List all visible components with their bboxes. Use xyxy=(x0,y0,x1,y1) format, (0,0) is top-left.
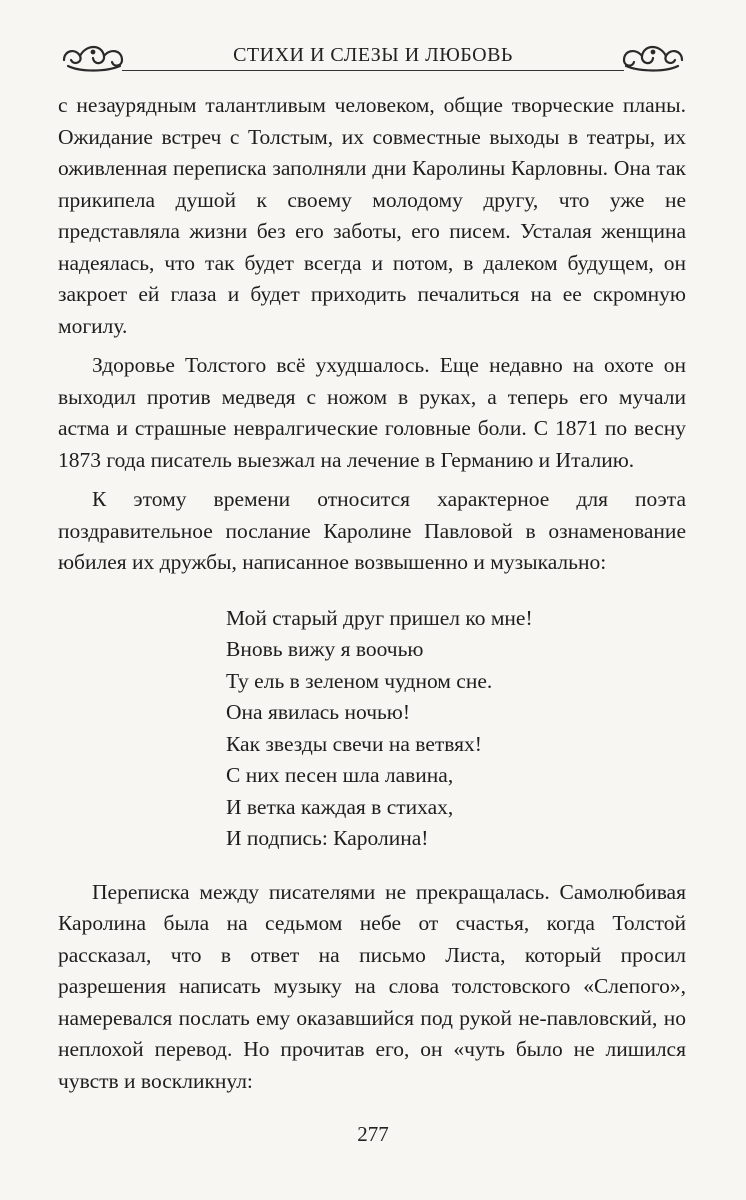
running-header xyxy=(58,38,688,80)
paragraph: Переписка между писателями не прекращалась. Самолюбивая Каролина была на седьмом небе от счастья, когда Толстой рассказал, что в ответ на письмо Листа, который просил разрешения написать музыку на слова толстовского «Слепого», намеревался послать ему оказавшийся под рукой не-павловский, но неплохой перевод. Но прочитав его, он «чуть было не лишился чувств и воскликнул: xyxy=(58,879,686,1093)
poem-line: Ту ель в зеленом чудном сне. xyxy=(226,668,493,693)
header-rule xyxy=(122,70,624,71)
poem-line: И ветка каждая в стихах, xyxy=(226,794,454,819)
poem xyxy=(226,603,686,855)
paragraph: Здоровье Толстого всё ухудшалось. Еще недавно на охоте он выходил против медведя с ножом в руках, а теперь его мучали астма и страшные невралгические головные боли. С 1871 по весну 1873 года писатель выезжал на лечение в Германию и Италию. xyxy=(58,353,686,472)
poem-line: Вновь вижу я воочью xyxy=(226,637,424,661)
poem-line: Мой старый друг пришел ко мне! xyxy=(226,605,533,630)
paragraph: с незаурядным талантливым человеком, общие творческие планы. Ожидание встреч с Толстым, их совместные выходы в театры, их оживленная переписка заполняли дни Каролины Карловны. Она так прикипела душой к своему молодому другу, что уже не представляла жизни без его заботы, его писем. Усталая женщина надеялась, что так будет всегда и потом, в далеком будущем, он закроет ей глаза и будет приходить печалиться на ее скромную могилу. xyxy=(58,93,686,338)
poem-line: Как звезды свечи на ветвях! xyxy=(226,731,482,756)
paragraph: К этому времени относится характерное для поэта поздравительное послание Каролине Павловой в ознаменование юбилея их дружбы, написанное возвышенно и музыкально: xyxy=(58,487,686,574)
floral-ornament-icon xyxy=(618,38,688,78)
running-title: СТИХИ И СЛЕЗЫ И ЛЮБОВЬ xyxy=(233,44,513,66)
page-body xyxy=(58,90,686,1097)
page-number: 277 xyxy=(357,1122,389,1146)
poem-line: С них песен шла лавина, xyxy=(226,763,454,787)
poem-line: Она явилась ночью! xyxy=(226,700,411,724)
poem-line: И подпись: Каролина! xyxy=(226,826,429,850)
